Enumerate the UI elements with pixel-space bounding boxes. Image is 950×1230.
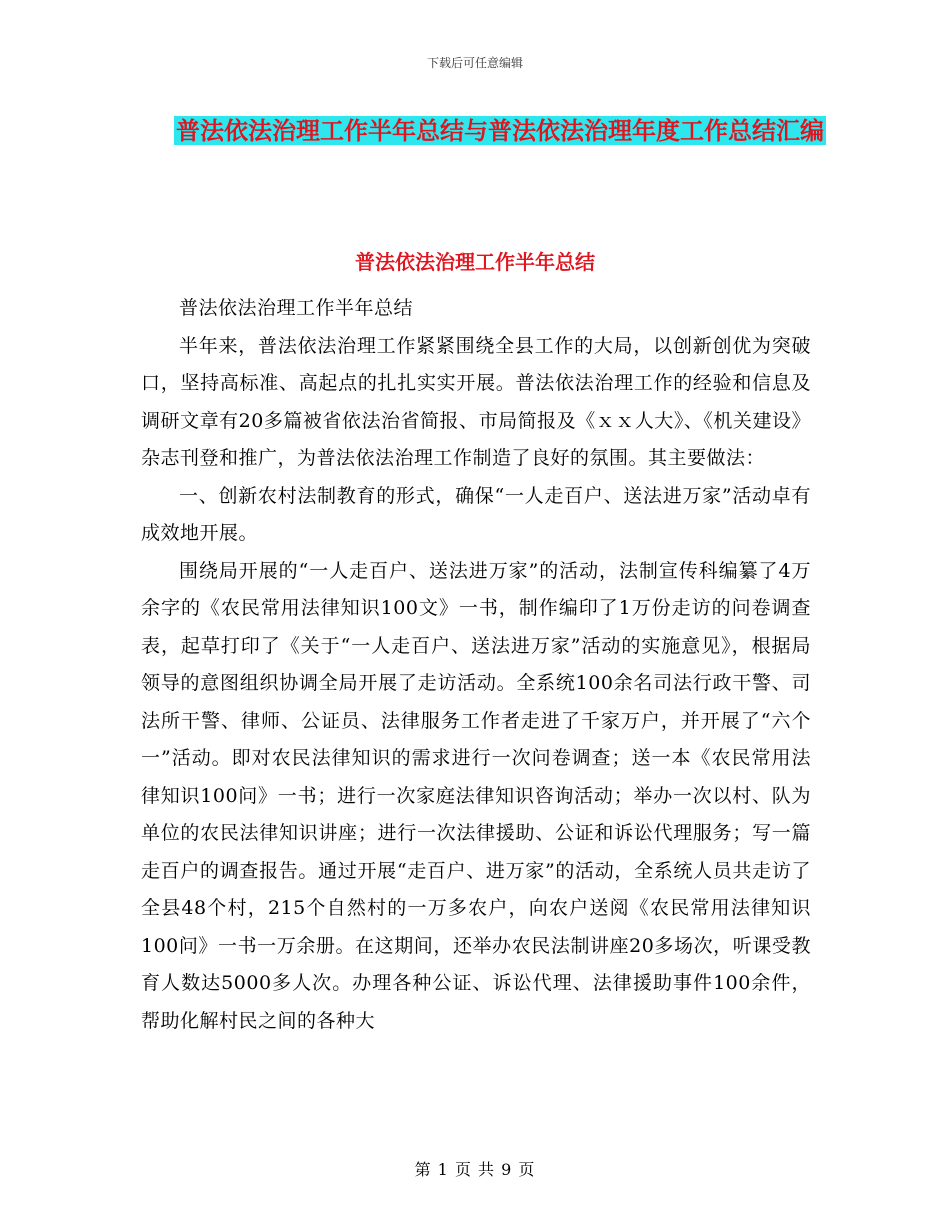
document-body	[141, 290, 811, 1040]
paragraph: 一、创新农村法制教育的形式，确保“一人走百户、送法进万家”活动卓有成效地开展。	[141, 484, 811, 544]
page-number: 第 1 页 共 9 页	[414, 1160, 536, 1179]
document-title	[140, 108, 860, 153]
paragraph: 围绕局开展的“一人走百户、送法进万家”的活动，法制宣传科编纂了4万余字的《农民常用法律知识100文》一书，制作编印了1万份走访的问卷调查表，起草打印了《关于“一人走百户、送法进万家”活动的实施意见》，根据局领导的意图组织协调全局开展了走访活动。全系统100余名司法行政干警、司法所干警、律师、公证员、法律服务工作者走进了千家万户，并开展了“六个一”活动。即对农民法律知识的需求进行一次问卷调查；送一本《农民常用法律知识100问》一书；进行一次家庭法律知识咨询活动；举办一次以村、队为单位的农民法律知识讲座；进行一次法律援助、公证和诉讼代理服务；写一篇走百户的调查报告。通过开展“走百户、进万家”的活动，全系统人员共走访了全县48个村，215个自然村的一万多农户，向农户送阅《农民常用法律知识100问》一书一万余册。在这期间，还举办农民法制讲座20多场次，听课受教育人数达5000多人次。办理各种公证、诉讼代理、法律援助事件100余件，帮助化解村民之间的各种大	[141, 559, 811, 1032]
header-note: 下载后可任意编辑	[426, 56, 523, 70]
paragraph: 普法依法治理工作半年总结	[179, 297, 414, 319]
document-title-text: 普法依法治理工作半年总结与普法依法治理年度工作总结汇编	[176, 116, 824, 145]
paragraph: 半年来，普法依法治理工作紧紧围绕全县工作的大局，以创新创优为突破口，坚持高标准、高起点的扎扎实实开展。普法依法治理工作的经验和信息及调研文章有20多篇被省依法治省简报、市局简报及《ｘｘ人大》、《机关建设》杂志刊登和推广，为普法依法治理工作制造了良好的氛围。其主要做法：	[141, 334, 811, 469]
section-title: 普法依法治理工作半年总结	[355, 250, 595, 274]
